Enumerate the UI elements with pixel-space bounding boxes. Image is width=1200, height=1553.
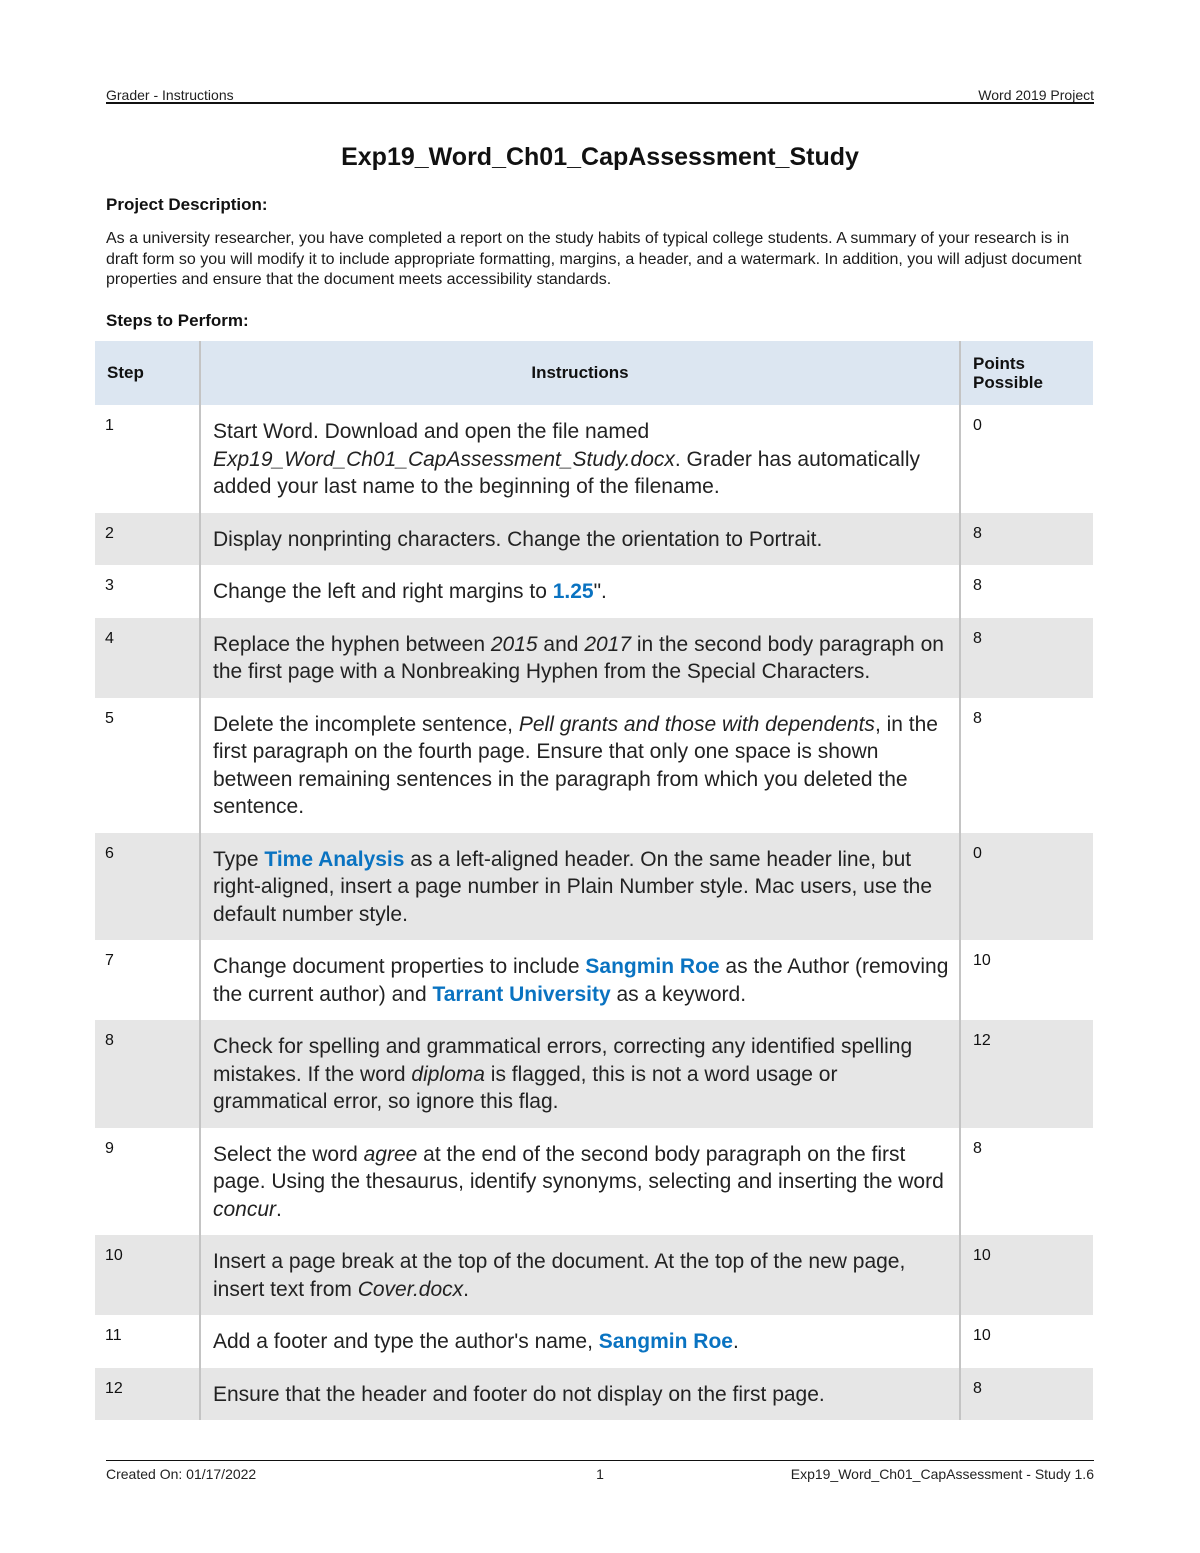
header-step: Step [107, 363, 144, 382]
table-row [95, 513, 1093, 566]
step-number: 4 [105, 629, 114, 647]
highlighted-value: 1.25 [552, 580, 594, 603]
footer-doc-id: Exp19_Word_Ch01_CapAssessment - Study 1.6 [790, 1466, 1094, 1482]
italic-text: Cover.docx [357, 1277, 464, 1301]
table-row [95, 1315, 1093, 1368]
highlighted-value: Sangmin Roe [585, 955, 720, 978]
italic-text: 2015 [490, 632, 538, 656]
highlighted-value: Time Analysis [264, 847, 405, 871]
italic-text: 2017 [584, 632, 632, 656]
step-instructions [200, 1235, 960, 1315]
step-instructions [200, 1020, 960, 1128]
step-points: 8 [960, 513, 1093, 566]
step-number: 11 [105, 1327, 122, 1344]
table-row [95, 1368, 1093, 1421]
instruction-text: . [276, 1197, 282, 1221]
instruction-text: Start Word. Download and open the file named [213, 420, 650, 443]
step-instructions [200, 1128, 960, 1236]
step-number: 3 [105, 577, 114, 594]
steps-table-body [95, 405, 1093, 1420]
instruction-text: as a left-aligned header. On the same header line, but right-aligned, insert a page number in Plain Number style. Mac users, use the default number style. [213, 847, 933, 926]
step-instructions [200, 618, 960, 698]
step-instructions [200, 833, 960, 941]
step-points: 0 [960, 833, 1093, 941]
header-points-line1: Points [973, 354, 1025, 373]
table-row [95, 1020, 1093, 1128]
instruction-text: ". [593, 580, 607, 603]
instruction-text: Delete the incomplete sentence, [213, 712, 519, 736]
instruction-text: at the end of the second body paragraph on the first page. Using the thesaurus, identify synonyms, selecting and inserting the word [213, 1142, 944, 1193]
table-row [95, 565, 1093, 618]
highlighted-value: Tarrant University [432, 982, 611, 1006]
instruction-text: and [537, 632, 585, 656]
instruction-text: . Grader has automatically added your last name to the beginning of the filename. [213, 447, 920, 498]
instruction-text: Add a footer and type the author's name, [213, 1330, 599, 1353]
header-left-text: Grader - Instructions [106, 87, 234, 103]
step-number: 2 [105, 524, 114, 542]
steps-table-header-row [95, 341, 1093, 405]
instruction-text: , in the first paragraph on the fourth page. Ensure that only one space is shown between remaining sentences in the paragraph from which you deleted the sentence. [213, 712, 938, 818]
italic-text: Exp19_Word_Ch01_CapAssessment_Study.docx [213, 447, 675, 471]
instruction-text: Ensure that the header and footer do not display on the first page. [213, 1382, 825, 1406]
step-points: 8 [960, 698, 1093, 833]
steps-table [95, 341, 1093, 1420]
step-number: 1 [105, 417, 114, 434]
step-points: 0 [960, 405, 1093, 513]
step-instructions [200, 1315, 960, 1368]
instruction-text: Type [213, 847, 265, 871]
step-points: 10 [960, 1315, 1093, 1368]
project-description-label: Project Description: [106, 195, 268, 214]
page-footer [106, 1466, 1094, 1482]
header-points-line2: Possible [973, 373, 1043, 392]
table-row [95, 1235, 1093, 1315]
footer-rule [106, 1460, 1094, 1461]
step-instructions [200, 565, 960, 618]
header-points-possible [960, 341, 1093, 405]
header-instructions: Instructions [200, 341, 960, 405]
instruction-text: Display nonprinting characters. Change the orientation to Portrait. [213, 527, 823, 551]
step-number: 9 [105, 1139, 114, 1157]
instruction-text: as the Author (removing the current author) and [213, 955, 949, 1006]
step-points: 10 [960, 1235, 1093, 1315]
table-row [95, 698, 1093, 833]
table-row [95, 618, 1093, 698]
instruction-text: . [732, 1330, 739, 1353]
instruction-text: Select the word [213, 1142, 364, 1166]
italic-text: agree [363, 1142, 418, 1166]
step-number: 5 [105, 709, 114, 727]
footer-page-number: 1 [596, 1466, 604, 1482]
document-title: Exp19_Word_Ch01_CapAssessment_Study [341, 143, 859, 171]
instruction-text: Change document properties to include [213, 955, 586, 978]
italic-text: Pell grants and those with dependents [518, 712, 875, 736]
step-instructions [200, 1368, 960, 1421]
step-instructions [200, 940, 960, 1020]
step-points: 12 [960, 1020, 1093, 1128]
step-number: 12 [105, 1379, 123, 1397]
footer-created-on: Created On: 01/17/2022 [106, 1466, 257, 1482]
instruction-text: is flagged, this is not a word usage or grammatical error, so ignore this flag. [213, 1062, 838, 1113]
step-number: 6 [105, 844, 114, 862]
table-row [95, 1128, 1093, 1236]
header-right-text: Word 2019 Project [978, 87, 1094, 103]
step-points: 8 [960, 1128, 1093, 1236]
step-number: 7 [105, 952, 114, 969]
instruction-text: in the second body paragraph on the first page with a Nonbreaking Hyphen from the Special Characters. [213, 632, 944, 683]
step-instructions [200, 513, 960, 566]
step-instructions [200, 405, 960, 513]
step-number: 10 [105, 1247, 123, 1264]
steps-label: Steps to Perform: [106, 311, 249, 330]
table-row [95, 833, 1093, 941]
step-number: 8 [105, 1032, 114, 1049]
italic-text: concur [213, 1197, 277, 1221]
step-points: 8 [960, 565, 1093, 618]
step-points: 8 [960, 1368, 1093, 1421]
instruction-text: as a keyword. [610, 982, 747, 1006]
instruction-text: Change the left and right margins to [213, 580, 553, 603]
italic-text: diploma [411, 1062, 485, 1086]
project-description-text: As a university researcher, you have completed a report on the study habits of typical college students. A summary of your research is in draft form so you will modify it to include appropriate formatting, margins, a header, and a watermark. In addition, you will adjust document properties and ensure that the document meets accessibility standards. [106, 230, 1082, 288]
table-row [95, 405, 1093, 513]
step-points: 8 [960, 618, 1093, 698]
header-rule [106, 102, 1094, 104]
instruction-text: Replace the hyphen between [213, 632, 491, 656]
instruction-text: . [463, 1277, 469, 1301]
instruction-text: Insert a page break at the top of the document. At the top of the new page, insert text from [213, 1250, 906, 1301]
page-header [106, 83, 1094, 103]
step-points: 10 [960, 940, 1093, 1020]
instruction-text: Check for spelling and grammatical errors, correcting any identified spelling mistakes. If the word [213, 1035, 913, 1086]
highlighted-value: Sangmin Roe [598, 1330, 733, 1353]
step-instructions [200, 698, 960, 833]
table-row [95, 940, 1093, 1020]
